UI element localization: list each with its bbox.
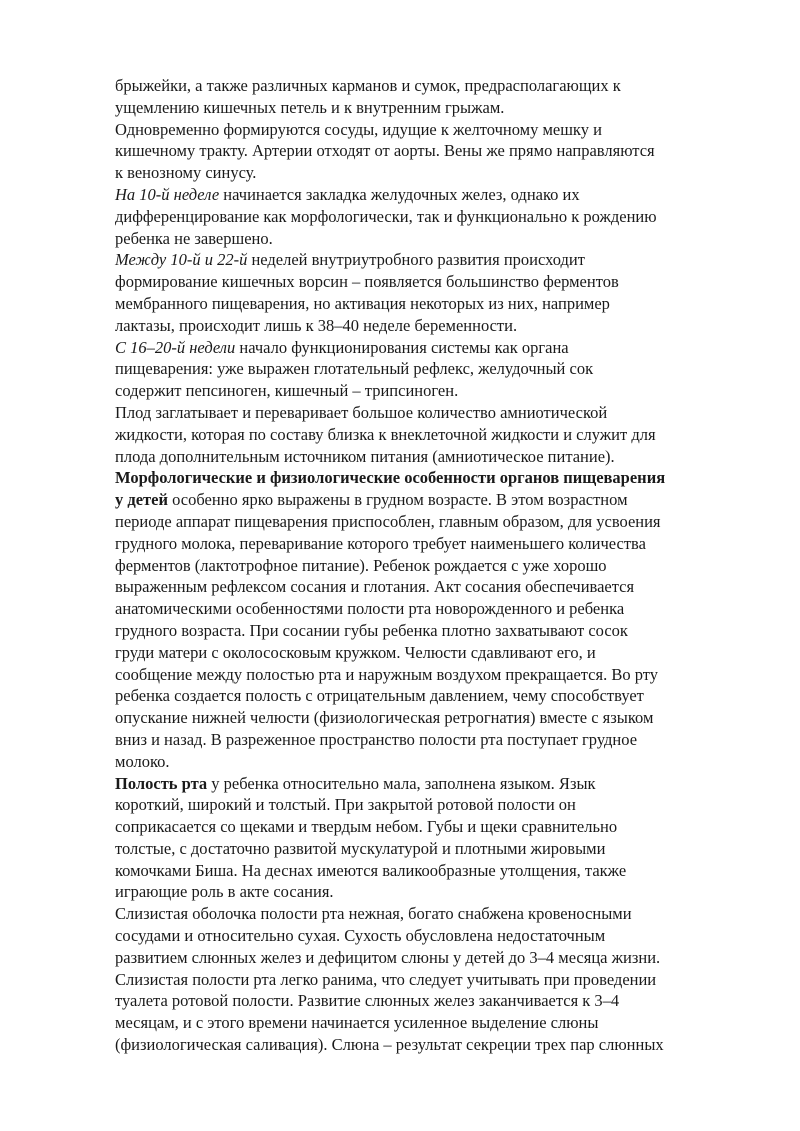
text-segment: играющие роль в акте сосания. — [115, 882, 334, 902]
text-segment: формирование кишечных ворсин – появляется большинство ферментов — [115, 272, 619, 292]
text-segment: ребенка создается полость с отрицательным давлением, чему способствует — [115, 686, 644, 706]
text-line — [115, 271, 745, 293]
text-line — [115, 838, 745, 860]
bold-text: Морфологические и физиологические особенности органов пищеварения — [115, 468, 666, 488]
text-line — [115, 1012, 745, 1034]
text-segment: комочками Биша. На деснах имеются валикообразные утолщения, также — [115, 860, 627, 880]
text-line — [115, 881, 745, 903]
text-segment: Слизистая полости рта легко ранима, что следует учитывать при проведении — [115, 969, 657, 989]
text-line — [115, 424, 745, 446]
text-line — [115, 97, 745, 119]
text-segment: неделей внутриутробного развития происходит — [247, 250, 585, 270]
text-segment: вниз и назад. В разреженное пространство полости рта поступает грудное — [115, 729, 638, 749]
text-segment: грудного возраста. При сосании губы ребенка плотно захватывают сосок — [115, 620, 628, 640]
text-line — [115, 358, 745, 380]
text-segment: брыжейки, а также различных карманов и сумок, предрасполагающих к — [115, 76, 621, 95]
text-segment: опускание нижней челюсти (физиологическая ретрогнатия) вместе с языком — [115, 708, 654, 728]
italic-text: На 10-й неделе — [115, 184, 220, 204]
text-line — [115, 293, 745, 315]
bold-text: Полость рта — [115, 773, 208, 793]
text-segment: начинается закладка желудочных желез, однако их — [219, 184, 580, 204]
text-segment: соприкасается со щеками и твердым небом. Губы и щеки сравнительно — [115, 817, 618, 837]
text-line — [115, 794, 745, 816]
text-line — [115, 925, 745, 947]
text-segment: периоде аппарат пищеварения приспособлен, главным образом, для усвоения — [115, 511, 661, 531]
text-line — [115, 533, 745, 555]
italic-text: С 16–20-й недели — [115, 337, 236, 357]
text-line — [115, 380, 745, 402]
text-line — [115, 598, 745, 620]
text-line — [115, 620, 745, 642]
text-line — [115, 664, 745, 686]
text-line — [115, 402, 745, 424]
text-line — [115, 511, 745, 533]
text-segment: особенно ярко выражены в грудном возрасте. В этом возрастном — [167, 490, 628, 510]
text-segment: молоко. — [115, 751, 170, 771]
text-segment: сосудами и относительно сухая. Сухость обусловлена недостаточным — [115, 926, 606, 946]
text-line — [115, 555, 745, 577]
text-segment: Одновременно формируются сосуды, идущие к желточному мешку и — [115, 119, 602, 139]
text-segment: месяцам, и с этого времени начинается усиленное выделение слюны — [115, 1013, 599, 1033]
text-segment: ферментов (лактотрофное питание). Ребенок рождается с уже хорошо — [115, 555, 607, 575]
text-segment: груди матери с околососковым кружком. Челюсти сдавливают его, и — [115, 642, 596, 662]
text-segment: короткий, широкий и толстый. При закрытой ротовой полости он — [115, 795, 576, 815]
text-line — [115, 729, 745, 751]
text-line — [115, 228, 745, 250]
text-segment: толстые, с достаточно развитой мускулатурой и плотными жировыми — [115, 838, 606, 858]
text-segment: выраженным рефлексом сосания и глотания. Акт сосания обеспечивается — [115, 577, 635, 597]
text-line — [115, 119, 745, 141]
text-line — [115, 751, 745, 773]
text-line — [115, 206, 745, 228]
text-segment: начало функционирования системы как органа — [235, 337, 569, 357]
text-segment: (физиологическая саливация). Слюна – результат секреции трех пар слюнных — [115, 1035, 664, 1055]
text-segment: лактазы, происходит лишь к 38–40 неделе беременности. — [115, 315, 518, 335]
text-segment: содержит пепсиноген, кишечный – трипсиноген. — [115, 381, 459, 401]
text-line — [115, 140, 745, 162]
text-segment: кишечному тракту. Артерии отходят от аорты. Вены же прямо направляются — [115, 141, 655, 161]
text-line — [115, 489, 745, 511]
text-line — [115, 773, 745, 795]
bold-text: у детей — [115, 490, 168, 510]
text-line — [115, 75, 745, 97]
text-segment: жидкости, которая по составу близка к внеклеточной жидкости и служит для — [115, 424, 656, 444]
text-line — [115, 162, 745, 184]
text-segment: анатомическими особенностями полости рта новорожденного и ребенка — [115, 599, 625, 619]
text-line — [115, 467, 745, 489]
text-line — [115, 816, 745, 838]
text-line — [115, 969, 745, 991]
text-segment: к венозному синусу. — [115, 163, 257, 183]
document-page — [115, 75, 745, 1056]
text-segment: ущемлению кишечных петель и к внутренним грыжам. — [115, 97, 505, 117]
text-line — [115, 642, 745, 664]
text-segment: развитием слюнных желез и дефицитом слюны у детей до 3–4 месяца жизни. — [115, 947, 661, 967]
text-line — [115, 337, 745, 359]
text-segment: мембранного пищеварения, но активация некоторых из них, например — [115, 293, 610, 313]
text-line — [115, 1034, 745, 1056]
text-segment: Плод заглатывает и переваривает большое количество амниотической — [115, 402, 608, 422]
text-segment: сообщение между полостью рта и наружным воздухом прекращается. Во рту — [115, 664, 659, 684]
text-segment: туалета ротовой полости. Развитие слюнных желез заканчивается к 3–4 — [115, 991, 620, 1011]
text-line — [115, 249, 745, 271]
text-segment: ребенка не завершено. — [115, 228, 273, 248]
text-line — [115, 990, 745, 1012]
text-segment: грудного молока, переваривание которого требует наименьшего количества — [115, 533, 646, 553]
text-line — [115, 860, 745, 882]
text-line — [115, 576, 745, 598]
text-segment: у ребенка относительно мала, заполнена языком. Язык — [207, 773, 596, 793]
text-line — [115, 446, 745, 468]
text-line — [115, 184, 745, 206]
text-line — [115, 685, 745, 707]
text-segment: Слизистая оболочка полости рта нежная, богато снабжена кровеносными — [115, 904, 632, 924]
text-line — [115, 707, 745, 729]
text-line — [115, 903, 745, 925]
text-line — [115, 947, 745, 969]
text-segment: пищеварения: уже выражен глотательный рефлекс, желудочный сок — [115, 359, 594, 379]
text-segment: плода дополнительным источником питания (амниотическое питание). — [115, 446, 615, 466]
italic-text: Между 10-й и 22-й — [115, 250, 248, 270]
text-segment: дифференцирование как морфологически, так и функционально к рождению — [115, 206, 657, 226]
text-line — [115, 315, 745, 337]
